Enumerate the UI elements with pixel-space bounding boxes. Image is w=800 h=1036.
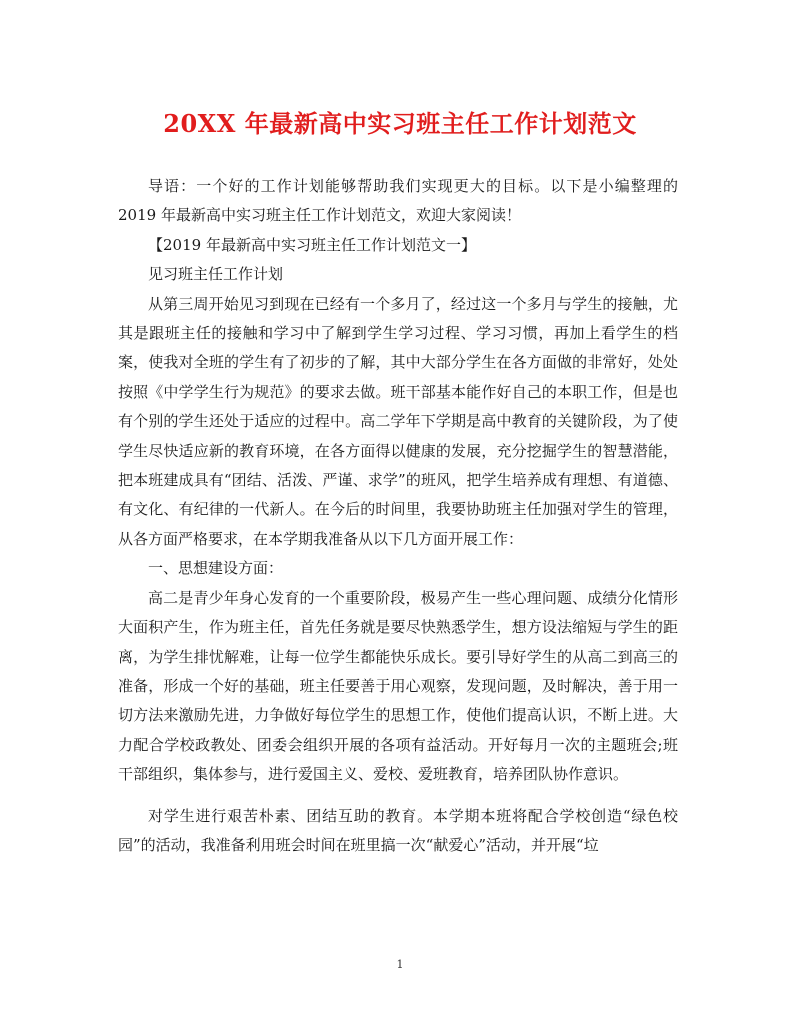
page-number: 1 bbox=[396, 958, 404, 971]
intro-paragraph: 导语：一个好的工作计划能够帮助我们实现更大的目标。以下是小编整理的2019 年最新高中实习班主任工作计划范文，欢迎大家阅读！ bbox=[118, 177, 678, 225]
paragraph-2: 高二是青少年身心发育的一个重要阶段，极易产生一些心理问题、成绩分化情形大面积产生，作为班主任，首先任务就是要尽快熟悉学生，想方设法缩短与学生的距离，为学生排忧解难，让每一位学生都能快乐成长。要引导好学生的从高二到高三的准备，形成一个好的基础，班主任要善于用心观察，发现问题，及时解决，善于用一切方法来激励先进，力争做好每位学生的思想工作，使他们提高认识，不断上进。大力配合学校政教处、团委会组织开展的各项有益活动。开好每月一次的主题班会;班干部组织，集体参与，进行爱国主义、爱校、爱班教育，培养团队协作意识。 bbox=[118, 588, 678, 784]
item-1-heading: 一、思想建设方面： bbox=[148, 559, 284, 578]
section-heading: 【2019 年最新高中实习班主任工作计划范文一】 bbox=[148, 235, 476, 254]
document-body bbox=[118, 172, 678, 860]
subtitle: 见习班主任工作计划 bbox=[148, 265, 284, 284]
paragraph-1: 从第三周开始见习到现在已经有一个多月了，经过这一个多月与学生的接触，尤其是跟班主任的接触和学习中了解到学生学习过程、学习习惯，再加上看学生的档案，使我对全班的学生有了初步的了解，其中大部分学生在各方面做的非常好，处处按照《中学学生行为规范》的要求去做。班干部基本能作好自己的本职工作，但是也有个别的学生还处于适应的过程中。高二学年下学期是高中教育的关键阶段，为了使学生尽快适应新的教育环境，在各方面得以健康的发展，充分挖掘学生的智慧潜能，把本班建成具有“团结、活泼、严谨、求学”的班风，把学生培养成有理想、有道德、有文化、有纪律的一代新人。在今后的时间里，我要协助班主任加强对学生的管理，从各方面严格要求，在本学期我准备从以下几方面开展工作： bbox=[118, 294, 678, 548]
paragraph-3: 对学生进行艰苦朴素、团结互助的教育。本学期本班将配合学校创造“绿色校园”的活动，我准备利用班会时间在班里搞一次“献爱心”活动，并开展“垃 bbox=[118, 806, 678, 854]
document-title: 20XX 年最新高中实习班主任工作计划范文 bbox=[163, 109, 637, 138]
